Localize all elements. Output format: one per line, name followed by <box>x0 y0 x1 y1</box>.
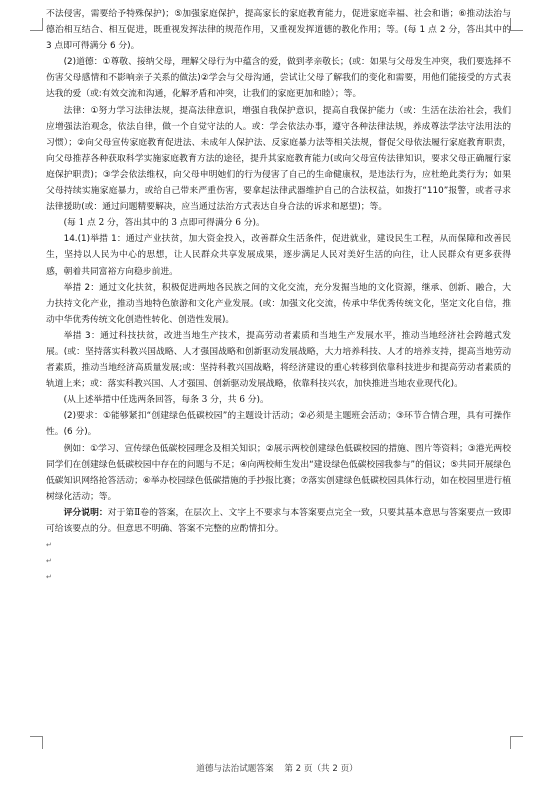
scoring-note <box>46 505 511 537</box>
paragraph-6: 举措 2：通过文化扶贫，积极促进两地各民族之间的文化交流，充分发掘当地的文化资源，继承、创新、融合，大力扶持文化产业，推动当地特色旅游和文化产业发展。(或：加强文化交流，传承中华优秀传统文化，坚定文化自信，推动中华优秀传统文化创造性转化、创造性发展)。 <box>46 282 511 325</box>
paragraph-2: (2)道德：①尊敬、接纳父母，理解父母行为中蕴含的爱，做到孝亲敬长；(或：如果与父母发生冲突，我们要选择不伤害父母感情和不影响亲子关系的做法)②学会与父母沟通，尝试让父母了解我们的变化和需要，用他们能接受的方式表达我的爱（或:有效交流和沟通，化解矛盾和冲突，让我们的家庭更加和睦）；等。 <box>46 57 511 100</box>
crop-mark-top-right <box>510 18 523 31</box>
paragraph-4: (每 1 点 2 分，答出其中的 3 点即可得满分 6 分)。 <box>63 218 265 229</box>
paragraph-mark: ↵ <box>46 541 52 550</box>
paragraph-mark: ↵ <box>46 573 52 582</box>
document-body <box>46 6 511 585</box>
paragraph-9: (2)要求：①能够紧扣“创建绿色低碳校园”的主题设计活动；②必须是主题班会活动；③环节合情合理，具有可操作性。(6 分)。 <box>46 411 511 438</box>
crop-mark-bottom-left <box>30 736 43 749</box>
paragraph-10: 例如：①学习、宣传绿色低碳校园理念及相关知识；②展示两校创建绿色低碳校园的措施、图片等资料；③港光两校同学们在创建绿色低碳校园中存在的问题与不足；④向两校师生发出“建设绿色低碳校园我参与”的倡议；⑤共同开展绿色低碳知识网络抢答活动；⑥举办校园绿色低碳措施的手抄报比赛；⑦落实创建绿色低碳校园具体行动，如在校园里进行植树绿化活动；等。 <box>46 443 511 502</box>
paragraph-3: 法律：①努力学习法律法规，提高法律意识，增强自我保护意识，提高自我保护能力（或：生活在法治社会，我们应增强法治观念，依法自律，做一个自觉守法的人。或：学会依法办事，遵守各种法律法规，养成尊法学法守法用法的习惯）；②向父母宣传家庭教育促进法、未成年人保护法、反家庭暴力法等相关法规，督促父母依法履行家庭教育职责，向父母推荐各种获取科学实施家庭教育方法的途径，提升其家庭教育能力(或向父母宣传法律知识，要求父母正确履行家庭保护职责)；③学会依法维权，向父母申明她们的行为侵害了自己的生命健康权，是违法行为，应杜绝此类行为；如果父母持续实施家庭暴力，或给自己带来严重伤害，要拿起法律武器维护自己的合法权益，如拨打“110”报警，或者寻求法律援助(或：通过问题精要解决，应当通过法治方式表达自身合法的诉求和愿望)；等。 <box>46 105 511 213</box>
crop-mark-bottom-right <box>510 736 523 749</box>
paragraph-mark: ↵ <box>46 557 52 566</box>
paragraph-7: 举措 3：通过科技扶贫，改进当地生产技术，提高劳动者素质和当地生产发展水平，推动当地经济社会跨越式发展。(或：坚持落实科教兴国战略、人才强国战略和创新驱动发展战略，大力培养科技、人才的培养支持，提高当地劳动者素质，推动当地经济高质量发展;或：坚持科教兴国战略，将经济建设的重心转移到依靠科技进步和提高劳动者素质的轨道上来；或：落实科教兴国、人才强国、创新驱动发展战略，依靠科技兴农，加快推进当地农业现代化)。 <box>46 330 511 390</box>
crop-mark-top-left <box>30 18 43 31</box>
scoring-text: 对于第Ⅱ卷的答案，在层次上、文字上不要求与本答案要点完全一致，只要其基本意思与答案要点一致即可给该要点的分。但意思不明确、答案不完整的应酌情扣分。 <box>46 507 511 534</box>
page-footer <box>0 762 554 774</box>
paragraph-5: 14.(1)举措 1：通过产业扶贫，加大资金投入，改善群众生活条件，促进就业，建设民生工程，从而保障和改善民生，坚持以人民为中心的思想，让人民群众共享发展成果，逐步满足人民对美好生活的向往，让人民群众有更多获得感，朝着共同富裕方向稳步前进。 <box>46 234 511 277</box>
footer-title: 道德与法治试题答案 <box>196 764 274 774</box>
scoring-label: 评分说明： <box>63 507 108 518</box>
footer-page-number: 第 2 页（共 2 页） <box>284 764 358 774</box>
paragraph-1: 不法侵害，需要给予特殊保护)；⑤加强家庭保护，提高家长的家庭教育能力，促进家庭幸福、社会和谐；⑥推动法治与德治相互结合、相互促进，既重视发挥法律的规范作用，又重视发挥道德的教化作用；等。(每 1 点 2 分，答出其中的 3 点即可得满分 6 分)。 <box>46 9 511 52</box>
paragraph-8: (从上述举措中任选两条回答，每条 3 分，共 6 分)。 <box>63 395 269 406</box>
